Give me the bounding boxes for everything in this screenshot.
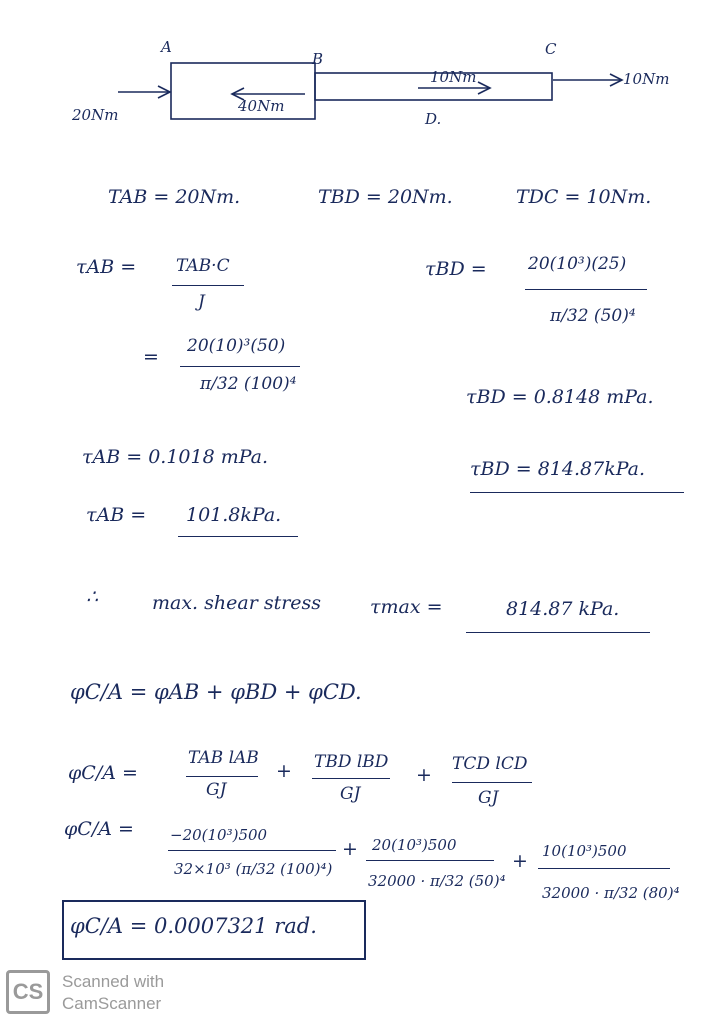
shear-ab-lhs: τAB = <box>76 256 137 278</box>
point-d-label: D. <box>425 110 442 128</box>
twist-term1-bar <box>186 776 258 777</box>
torque-ab-label: 40Nm <box>238 97 285 115</box>
shear-ab-formula-num: TAB·C <box>176 256 230 276</box>
shear-bd-sub-den: π/32 (50)⁴ <box>550 306 636 326</box>
torque-ab-value: TAB = 20Nm. <box>108 186 241 208</box>
twist-sub3-den: 32000 · π/32 (80)⁴ <box>542 884 680 902</box>
twist-plus3: + <box>342 838 358 860</box>
twist-sub3-num: 10(10³)500 <box>542 842 627 860</box>
camscanner-logo: CS <box>6 970 50 1014</box>
twist-sub3-bar <box>538 868 670 869</box>
twist-sub1-num: −20(10³)500 <box>170 826 268 844</box>
shear-bd-result2: τBD = 814.87kPa. <box>470 458 645 480</box>
twist-term3-num: TCD lCD <box>452 754 528 774</box>
shear-ab-sub-num: 20(10)³(50) <box>187 336 286 356</box>
twist-line2-lhs: φC/A = <box>68 762 138 784</box>
twist-plus1: + <box>276 760 292 782</box>
torque-dc-value: TDC = 10Nm. <box>516 186 652 208</box>
shear-ab-sub-bar <box>180 366 300 367</box>
twist-term3-den: GJ <box>478 788 499 808</box>
shear-ab-underline <box>178 536 298 537</box>
twist-term1-den: GJ <box>206 780 227 800</box>
torque-left-label: 20Nm <box>72 106 119 124</box>
twist-term2-bar <box>312 778 390 779</box>
twist-term2-num: TBD lBD <box>314 752 389 772</box>
twist-sub1-den: 32×10³ (π/32 (100)⁴) <box>174 860 333 878</box>
twist-sub2-den: 32000 · π/32 (50)⁴ <box>368 872 506 890</box>
shear-ab-result2-val: 101.8kPa. <box>186 504 282 526</box>
point-a-label: A <box>161 38 172 56</box>
shear-bd-result1: τBD = 0.8148 mPa. <box>466 386 654 408</box>
shear-ab-eq: = <box>143 346 159 368</box>
twist-term3-bar <box>452 782 532 783</box>
max-shear-lhs: τmax = <box>370 596 443 618</box>
shear-bd-sub-num: 20(10³)(25) <box>528 254 627 274</box>
shear-ab-formula-bar <box>172 285 244 286</box>
shear-ab-formula-den: J <box>198 292 205 312</box>
torque-bd-label: 10Nm <box>430 68 477 86</box>
shear-bd-underline <box>470 492 684 493</box>
torque-bd-value: TBD = 20Nm. <box>318 186 453 208</box>
max-shear-therefore: ∴ <box>86 586 99 608</box>
point-b-label: B <box>312 50 324 68</box>
shear-ab-sub-den: π/32 (100)⁴ <box>200 374 297 394</box>
point-c-label: C <box>545 40 557 58</box>
twist-answer: φC/A = 0.0007321 rad. <box>70 914 317 938</box>
twist-line3-lhs: φC/A = <box>64 818 134 840</box>
twist-term2-den: GJ <box>340 784 361 804</box>
twist-line1: φC/A = φAB + φBD + φCD. <box>70 680 362 704</box>
shear-bd-lhs: τBD = <box>425 258 487 280</box>
footer-camscanner: CamScanner <box>62 994 162 1013</box>
max-shear-underline <box>466 632 650 633</box>
torque-right-label: 10Nm <box>623 70 670 88</box>
shear-ab-result1: τAB = 0.1018 mPa. <box>82 446 269 468</box>
twist-plus4: + <box>512 850 528 872</box>
twist-term1-num: TAB lAB <box>188 748 259 768</box>
footer-scanned-with: Scanned with <box>62 972 165 991</box>
shear-bd-sub-bar <box>525 289 647 290</box>
twist-sub2-num: 20(10³)500 <box>372 836 457 854</box>
twist-sub1-bar <box>168 850 336 851</box>
max-shear-value: 814.87 kPa. <box>506 598 620 620</box>
twist-sub2-bar <box>366 860 494 861</box>
max-shear-label: max. shear stress <box>152 592 322 614</box>
twist-plus2: + <box>416 764 432 786</box>
shear-ab-result2-lhs: τAB = <box>86 504 147 526</box>
